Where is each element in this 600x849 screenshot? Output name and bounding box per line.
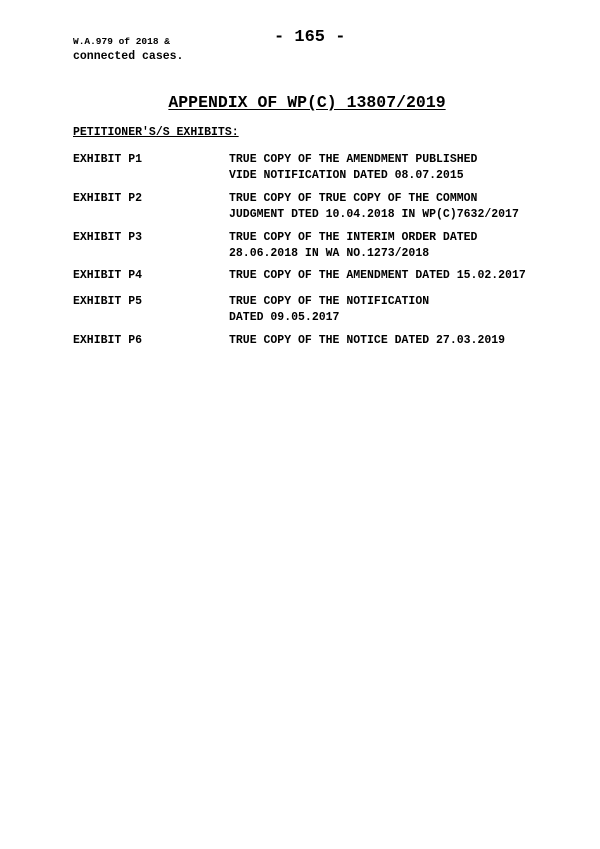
page-number: - 165 - xyxy=(274,28,346,47)
exhibit-description-line: TRUE COPY OF THE AMENDMENT PUBLISHED xyxy=(229,153,478,166)
exhibit-description xyxy=(229,191,559,223)
exhibit-description xyxy=(229,294,559,326)
exhibit-label: EXHIBIT P3 xyxy=(73,231,143,244)
exhibit-label: EXHIBIT P1 xyxy=(73,153,143,166)
case-reference-line2: connected cases. xyxy=(73,50,184,63)
exhibit-description-line: JUDGMENT DTED 10.04.2018 IN WP(C)7632/2017 xyxy=(229,208,519,221)
exhibit-description-line: TRUE COPY OF THE NOTIFICATION xyxy=(229,295,430,308)
exhibit-label: EXHIBIT P5 xyxy=(73,295,143,308)
exhibit-description-line: 28.06.2018 IN WA NO.1273/2018 xyxy=(229,247,430,260)
case-reference-line1: W.A.979 of 2018 & xyxy=(73,36,170,47)
exhibit-description-line: TRUE COPY OF THE INTERIM ORDER DATED xyxy=(229,231,478,244)
exhibit-label: EXHIBIT P4 xyxy=(73,269,143,282)
exhibit-label: EXHIBIT P6 xyxy=(73,334,143,347)
exhibit-description xyxy=(229,230,559,262)
exhibit-description-line: VIDE NOTIFICATION DATED 08.07.2015 xyxy=(229,169,464,182)
exhibit-description-line: DATED 09.05.2017 xyxy=(229,311,340,324)
case-reference xyxy=(73,34,183,64)
exhibit-description-line: TRUE COPY OF TRUE COPY OF THE COMMON xyxy=(229,192,478,205)
exhibit-description xyxy=(229,268,559,284)
exhibit-description-line: TRUE COPY OF THE AMENDMENT DATED 15.02.2017 xyxy=(229,269,526,282)
exhibit-label: EXHIBIT P2 xyxy=(73,192,143,205)
appendix-title: APPENDIX OF WP(C) 13807/2019 xyxy=(168,93,446,112)
exhibit-description xyxy=(229,152,559,184)
section-heading: PETITIONER'S/S EXHIBITS: xyxy=(73,126,239,139)
exhibit-description-line: TRUE COPY OF THE NOTICE DATED 27.03.2019 xyxy=(229,334,506,347)
exhibit-description xyxy=(229,333,559,349)
